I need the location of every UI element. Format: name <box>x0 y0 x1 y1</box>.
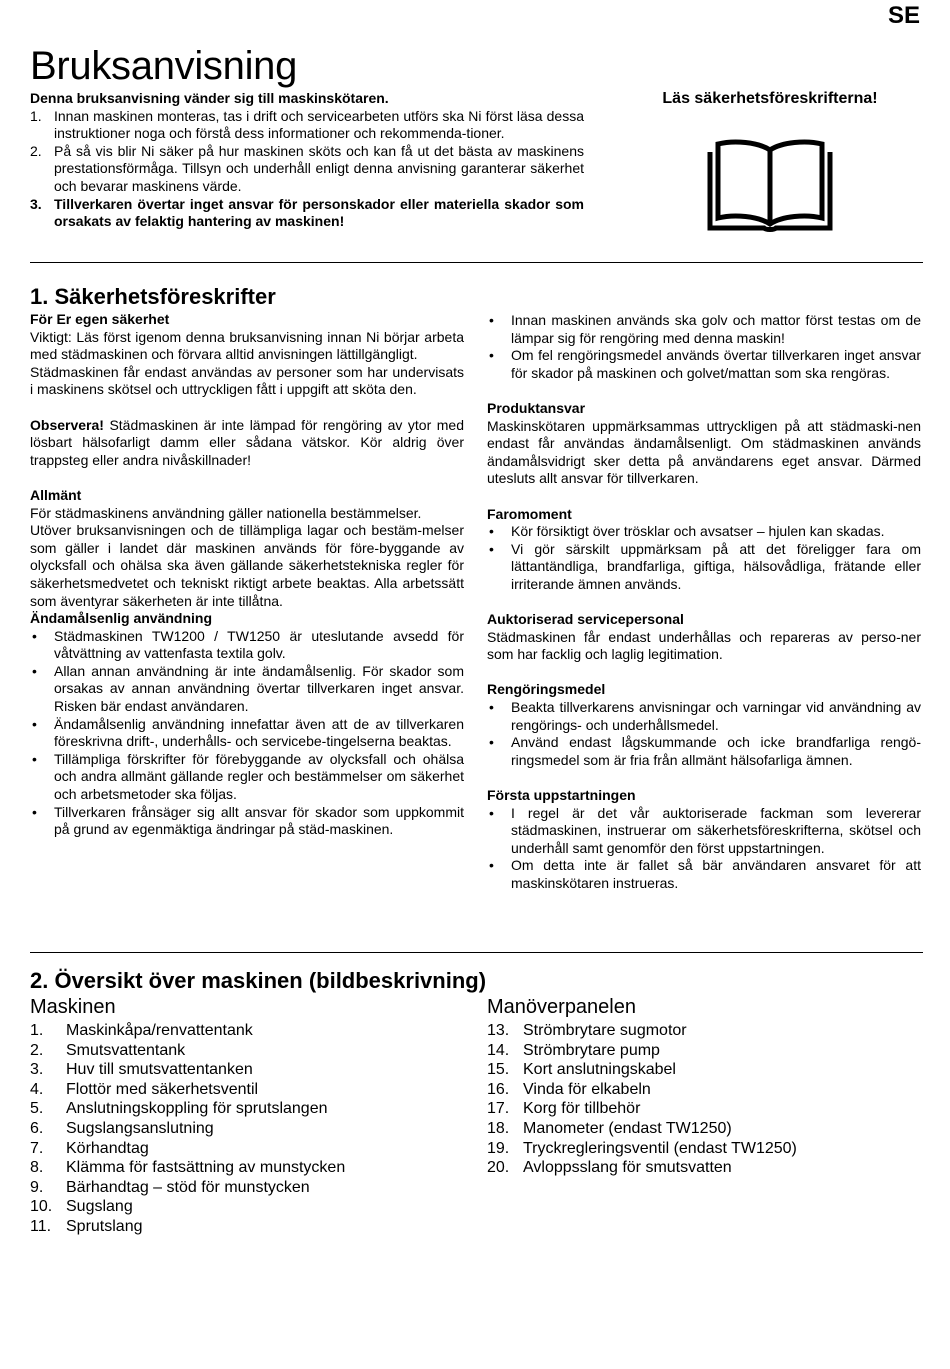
subheading-cleaning-agents: Rengöringsmedel <box>487 681 606 698</box>
list-item <box>30 108 584 143</box>
list-item <box>30 196 584 231</box>
subheading-own-safety: För Er egen säkerhet <box>30 311 170 327</box>
list-item: 10. Sugslang <box>30 1198 133 1216</box>
hazard-list <box>487 523 921 593</box>
intro-list <box>30 108 584 231</box>
list-item: • Om fel rengöringsmedel används övertar tillverkaren inget ansvar för skador på maskinen och golvet/mattan som ska rengöras. <box>489 347 921 381</box>
item-number: 1. <box>30 107 42 124</box>
control-panel-column <box>487 996 923 1178</box>
list-item: • Städmaskinen TW1200 / TW1250 är uteslutande avsedd för våtvättning av vattenfasta textila golv. <box>32 627 464 662</box>
startup-list <box>487 805 921 893</box>
divider <box>30 262 923 263</box>
observe-text: Städmaskinen är inte lämpad för rengöring av ytor med lösbart hälsofarligt damm eller sådana vätskor. Kör aldrig över trappsteg eller andra nivåskillnader! <box>30 416 464 468</box>
section-title-safety: 1. Säkerhetsföreskrifter <box>30 284 276 309</box>
observe-paragraph <box>30 417 464 470</box>
bullet: • <box>489 699 494 716</box>
observe-label: Observera! <box>30 416 104 433</box>
list-item: 18. Manometer (endast TW1250) <box>487 1119 732 1137</box>
divider <box>30 952 923 953</box>
bullet: • <box>32 715 37 732</box>
list-item: 3. Huv till smutsvattentanken <box>30 1061 253 1079</box>
bullet: • <box>489 312 494 328</box>
bullet: • <box>489 734 494 751</box>
list-item: 17. Korg för tillbehör <box>487 1100 641 1118</box>
list-item: • Kör försiktigt över trösklar och avsatser – hjulen kan skadas. <box>489 523 885 540</box>
list-item: • I regel är det vår auktoriserade fackman som levererar städmaskinen, instruerar om säkerhetsföreskrifterna, skötsel och underhåll samt genomför den först uppstartningen. <box>489 804 921 856</box>
list-item: • Beakta tillverkarens anvisningar och varningar vid användning av rengörings- och underhållsmedel. <box>489 699 921 733</box>
list-item: 5. Anslutningskoppling för sprutslangen <box>30 1100 328 1118</box>
item-number: 2. <box>30 142 42 159</box>
intended-use-list <box>30 628 464 839</box>
bullet: • <box>489 540 494 557</box>
list-item: 13. Strömbrytare sugmotor <box>487 1022 687 1039</box>
list-item: 6. Sugslangsanslutning <box>30 1119 214 1137</box>
intro-block <box>30 90 584 231</box>
list-item: • Tillverkaren frånsäger sig allt ansvar för skador som uppkommit på grund av egenmäktiga ändringar på städ-maskinen. <box>32 803 464 838</box>
list-item: 14. Strömbrytare pump <box>487 1041 660 1059</box>
list-item: • Innan maskinen används ska golv och mattor först testas om de lämpar sig för rengöring med denna maskin! <box>489 312 921 346</box>
list-item <box>30 143 584 196</box>
machine-parts-column <box>30 996 470 1237</box>
list-item: • Tillämpliga förskrifter för förebyggande av olycksfall och ohälsa och andra allmänt gällande regler och bestämmelser om säkerhet och arbetsmetoder ska följas. <box>32 750 464 803</box>
list-item: 11. Sprutslang <box>30 1217 143 1235</box>
subheading-general: Allmänt <box>30 486 82 503</box>
paragraph: För städmaskinens användning gäller nationella bestämmelser. <box>30 504 422 521</box>
bullet: • <box>489 857 494 874</box>
machine-parts-list <box>30 1021 470 1237</box>
read-safety-notice: Läs säkerhetsföreskrifterna! <box>662 90 878 107</box>
bullet: • <box>489 804 494 821</box>
bullet: • <box>32 750 37 767</box>
paragraph: Maskinskötaren uppmärksammas uttryckligen på att städmaski-nen endast får användas ändamålsenligt. Om städmaskinen används ändamålsvidrigt sker detta på användarens eget ansvar. Därmed utesluts allt ansvar för tillverkaren. <box>487 417 921 487</box>
list-item: • Ändamålsenlig användning innefattar även att de av tillverkaren föreskrivna drift-, underhålls- och servicebe-tingelserna beaktas. <box>32 715 464 750</box>
intro-lead: Denna bruksanvisning vänder sig till maskinskötaren. <box>30 90 389 106</box>
item-number: 3. <box>30 195 42 212</box>
paragraph: Viktigt: Läs först igenom denna bruksanvisning innan Ni börjar arbeta med städmaskinen och förvara alltid anvisningen lättillgängligt. <box>30 328 464 363</box>
item-text: Innan maskinen monteras, tas i drift och servicearbeten utförs ska Ni först läsa dessa instruktioner noga och förstå dess informationer och rekommenda-tioner. <box>54 107 584 142</box>
paragraph: Städmaskinen får endast underhållas och repareras av perso-ner som har facklig och laglig legitimation. <box>487 628 921 663</box>
list-item: 9. Bärhandtag – stöd för munstycken <box>30 1178 310 1196</box>
subheading-first-startup: Första uppstartningen <box>487 787 636 804</box>
list-item: • Använd endast lågskummande och icke brandfarliga rengö-ringsmedel som är fria från allmänt hälsofarliga ämnen. <box>489 734 921 768</box>
subheading-machine: Maskinen <box>30 996 116 1018</box>
item-text: Tillverkaren övertar inget ansvar för personskador eller materiella skador som orsakats av felaktig hantering av maskinen! <box>54 195 584 230</box>
list-item: • Vi gör särskilt uppmärksam på att det föreligger fara om lättantändliga, brandfarliga, giftiga, hälsovådliga, frätande eller irriterande ämnen används. <box>489 540 921 592</box>
list-item: 2. Smutsvattentank <box>30 1041 186 1059</box>
bullet: • <box>489 523 494 540</box>
paragraph: Städmaskinen får endast användas av personer som har undervisats i maskinens skötsel och uttryckligen fått i uppgift att sköta den. <box>30 363 464 398</box>
paragraph: Utöver bruksanvisningen och de tillämpliga lagar och bestäm-melser som gäller i landet där maskinen används för före-byggande av olycksfall och ohälsa ska även gällande säkerhetstekniska regler för säkerhetsmedvetet och tekniskt riktigt arbete beaktas. Alla arbetssätt som äventyrar säkerheten är inte tillåtna. <box>30 522 464 609</box>
list-item: 4. Flottör med säkerhetsventil <box>30 1080 259 1098</box>
subheading-control-panel: Manöverpanelen <box>487 996 636 1018</box>
list-item: • Om detta inte är fallet så bär användaren ansvaret för att maskinskötaren instrueras. <box>489 857 921 891</box>
bullet: • <box>32 662 37 679</box>
open-book-icon <box>706 136 834 232</box>
list-item: 19. Tryckregleringsventil (endast TW1250) <box>487 1139 797 1157</box>
safety-left-column <box>30 311 464 839</box>
list-item: 20. Avloppsslang för smutsvatten <box>487 1159 732 1177</box>
item-text: På så vis blir Ni säker på hur maskinen sköts och kan få ut det bästa av maskinens prestationsförmåga. Tillsyn och underhåll enligt denna anvisning garanterar säkerhet och bevarar maskinens värde. <box>54 142 584 194</box>
list-item: 7. Körhandtag <box>30 1139 149 1157</box>
bullet: • <box>32 627 37 644</box>
list-item: 15. Kort anslutningskabel <box>487 1061 676 1079</box>
section-title-overview: 2. Översikt över maskinen (bildbeskrivning) <box>30 968 487 993</box>
bullet: • <box>489 347 494 364</box>
list-item: 8. Klämma för fastsättning av munstycken <box>30 1159 346 1177</box>
page-title: Bruksanvisning <box>30 44 298 88</box>
testing-list <box>487 312 921 382</box>
bullet: • <box>32 803 37 820</box>
subheading-intended-use: Ändamålsenlig användning <box>30 610 213 627</box>
list-item: 16. Vinda för elkabeln <box>487 1080 651 1098</box>
subheading-hazards: Faromoment <box>487 505 572 522</box>
list-item: • Allan annan användning är inte ändamålsenlig. För skador som orsakas av annan användning övertar tillverkaren inget ansvar. Risken bär endast användaren. <box>32 662 464 715</box>
safety-right-column <box>487 312 921 893</box>
control-panel-list <box>487 1021 923 1178</box>
language-code: SE <box>887 2 920 29</box>
list-item: 1. Maskinkåpa/renvattentank <box>30 1022 253 1039</box>
cleaning-list <box>487 699 921 769</box>
subheading-product-liability: Produktansvar <box>487 399 586 416</box>
subheading-service-personnel: Auktoriserad servicepersonal <box>487 611 684 628</box>
